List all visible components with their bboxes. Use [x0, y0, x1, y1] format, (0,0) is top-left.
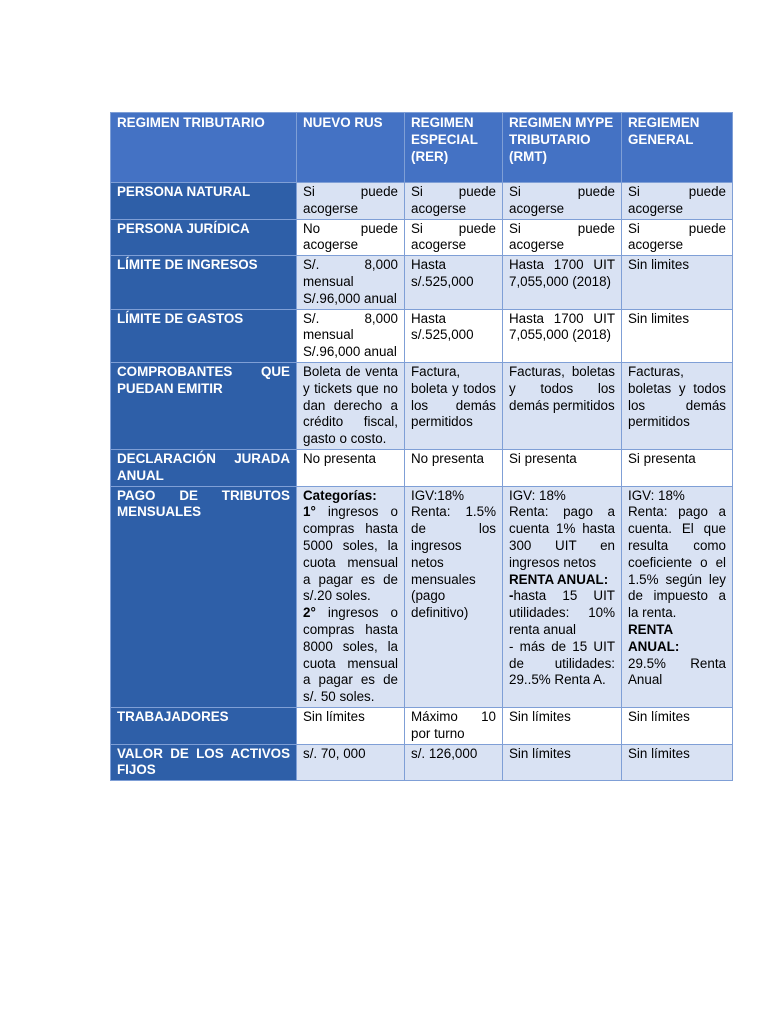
table-cell: No puede acogerse [297, 219, 405, 256]
category-1-text: ingresos o compras hasta 5000 soles, la cuota mensual a pagar es de s/.20 soles. [303, 504, 398, 604]
row-label: PAGO DE TRIBUTOS MENSUALES [111, 486, 297, 707]
table-cell: Sin límites [297, 707, 405, 744]
general-renta-anual-title: RENTA ANUAL: [628, 621, 680, 654]
header-rmt: REGIMEN MYPE TRIBUTARIO (RMT) [503, 113, 622, 183]
nuevo-rus-payment-cell [297, 486, 405, 707]
table-cell: No presenta [405, 449, 503, 486]
table-cell: Sin limites [622, 256, 733, 309]
table-cell: Hasta s/.525,000 [405, 256, 503, 309]
table-cell: Sin límites [622, 707, 733, 744]
table-cell: Facturas, boletas y todos los demás permitidos [503, 362, 622, 449]
rmt-renta-anual-title: RENTA ANUAL: [509, 571, 609, 587]
table-row [111, 744, 733, 781]
header-general: REGIEMEN GENERAL [622, 113, 733, 183]
table-row [111, 362, 733, 449]
table-row [111, 309, 733, 362]
table-cell: Si presenta [503, 449, 622, 486]
category-1 [303, 504, 398, 605]
table-row [111, 486, 733, 707]
table-row [111, 256, 733, 309]
header-rer: REGIMEN ESPECIAL (RER) [405, 113, 503, 183]
table-cell: S/. 8,000 mensual S/.96,000 anual [297, 309, 405, 362]
table-cell: Hasta 1700 UIT 7,055,000 (2018) [503, 256, 622, 309]
table-row [111, 707, 733, 744]
row-label: LÍMITE DE INGRESOS [111, 256, 297, 309]
rer-payment-cell [405, 486, 503, 707]
row-label: TRABAJADORES [111, 707, 297, 744]
row-label: VALOR DE LOS ACTIVOS FIJOS [111, 744, 297, 781]
tax-regime-table-container [110, 112, 732, 781]
table-cell: Sin límites [503, 707, 622, 744]
table-cell: No presenta [297, 449, 405, 486]
table-cell: Sin límites [503, 744, 622, 781]
table-cell: Si puede acogerse [503, 183, 622, 220]
header-regimen-tributario: REGIMEN TRIBUTARIO [111, 113, 297, 183]
row-label: PERSONA NATURAL [111, 183, 297, 220]
table-cell: Si presenta [622, 449, 733, 486]
table-cell: Sin limites [622, 309, 733, 362]
rmt-renta: Renta: pago a cuenta 1% hasta 300 UIT en ingresos netos [509, 504, 615, 570]
header-nuevo-rus: NUEVO RUS [297, 113, 405, 183]
table-cell: s/. 70, 000 [297, 744, 405, 781]
table-row [111, 183, 733, 220]
category-2-number: 2° [303, 605, 316, 621]
rmt-item-1 [509, 588, 615, 638]
row-label: COMPROBANTES QUE PUEDAN EMITIR [111, 362, 297, 449]
row-label: DECLARACIÓN JURADA ANUAL [111, 449, 297, 486]
rmt-item-1-text: hasta 15 UIT utilidades: 10% renta anual [509, 588, 615, 637]
general-igv: IGV: 18% [628, 487, 685, 503]
general-renta: Renta: pago a cuenta. El que resulta como coeficiente o el 1.5% según ley de impuesto a la renta. [628, 504, 726, 621]
table-cell: Si puede acogerse [297, 183, 405, 220]
rer-renta: Renta: 1.5% de los ingresos netos mensuales (pago definitivo) [411, 504, 496, 621]
table-cell: Facturas, boletas y todos los demás permitidos [622, 362, 733, 449]
rmt-igv: IGV: 18% [509, 487, 566, 503]
table-cell: Hasta s/.525,000 [405, 309, 503, 362]
table-cell: Hasta 1700 UIT 7,055,000 (2018) [503, 309, 622, 362]
table-cell: Máximo 10 por turno [405, 707, 503, 744]
table-cell: Sin límites [622, 744, 733, 781]
general-renta-anual-rate: 29.5% Renta Anual [628, 655, 726, 688]
table-cell: Si puede acogerse [405, 183, 503, 220]
table-cell: Si puede acogerse [503, 219, 622, 256]
row-label: PERSONA JURÍDICA [111, 219, 297, 256]
table-cell: Si puede acogerse [622, 183, 733, 220]
category-2 [303, 605, 398, 706]
rmt-item-1-dash: - [509, 588, 514, 604]
table-cell: Factura, boleta y todos los demás permitidos [405, 362, 503, 449]
table-cell: Boleta de venta y tickets que no dan derecho a crédito fiscal, gasto o costo. [297, 362, 405, 449]
row-label: LÍMITE DE GASTOS [111, 309, 297, 362]
table-cell: S/. 8,000 mensual S/.96,000 anual [297, 256, 405, 309]
rmt-item-2: - más de 15 UIT de utilidades: 29..5% Renta A. [509, 638, 615, 688]
rmt-payment-cell [503, 486, 622, 707]
rer-igv: IGV:18% [411, 487, 465, 503]
categories-title: Categorías: [303, 487, 377, 503]
table-cell: s/. 126,000 [405, 744, 503, 781]
category-2-text: ingresos o compras hasta 8000 soles, la cuota mensual a pagar es de s/. 50 soles. [303, 605, 398, 705]
general-payment-cell [622, 486, 733, 707]
tax-regime-table [110, 112, 733, 781]
table-cell: Si puede acogerse [622, 219, 733, 256]
table-header-row [111, 113, 733, 183]
table-cell: Si puede acogerse [405, 219, 503, 256]
table-row [111, 219, 733, 256]
category-1-number: 1° [303, 504, 316, 520]
table-row [111, 449, 733, 486]
